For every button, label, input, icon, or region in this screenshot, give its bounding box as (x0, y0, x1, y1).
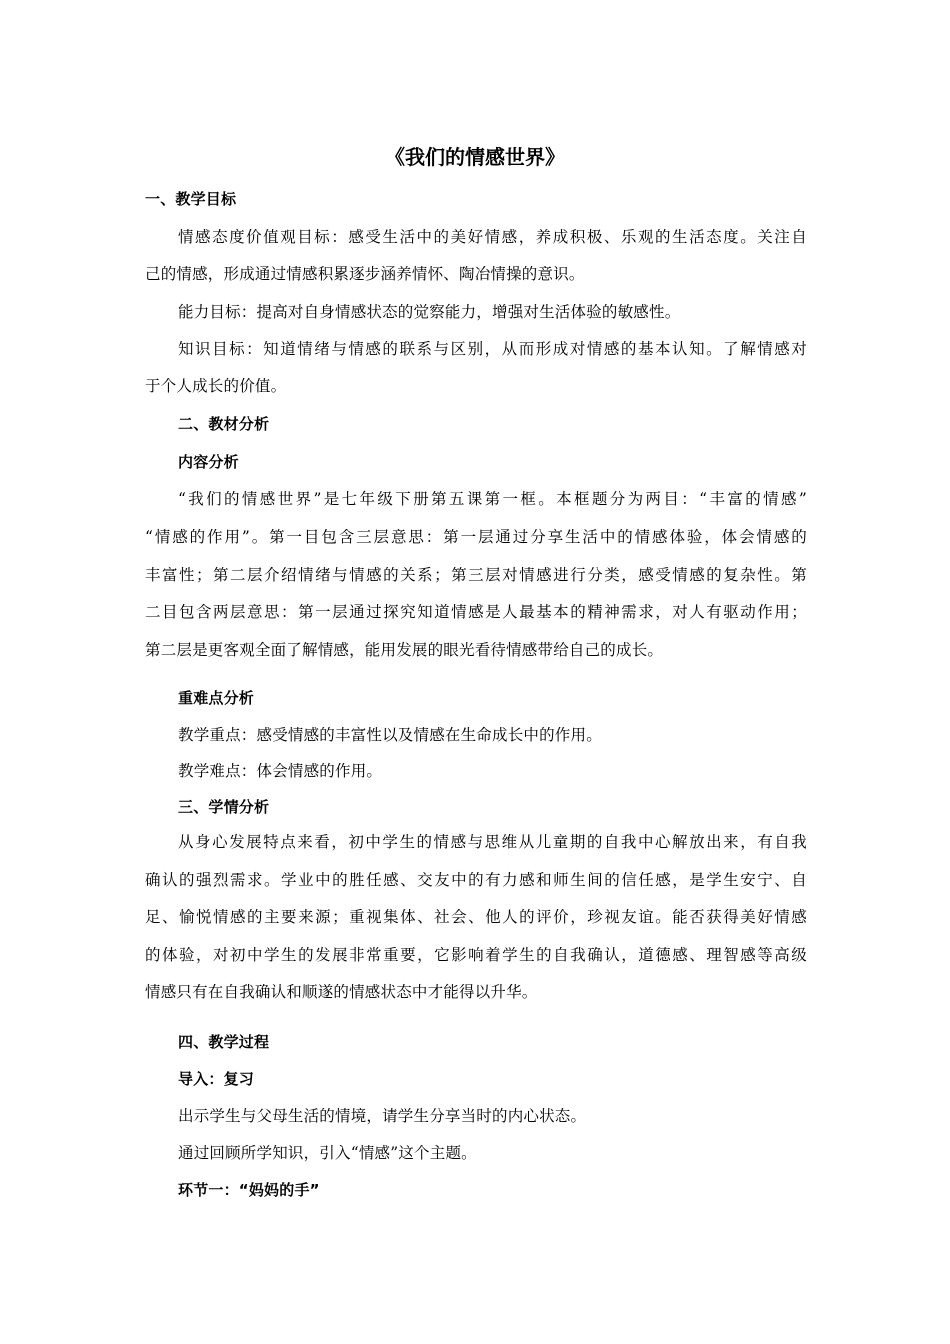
paragraph-line: 能力目标：提高对自身情感状态的觉察能力，增强对生活体验的敏感性。 (178, 303, 681, 321)
paragraph-line: “我们的情感世界”是七年级下册第五课第一框。本框题分为两目：“丰富的情感” (178, 490, 807, 508)
paragraph-line: 教学难点：体会情感的作用。 (178, 762, 383, 780)
paragraph-line: 己的情感，形成通过情感积累逐步涵养情怀、陶冶情操的意识。 (145, 265, 585, 283)
section-heading: 二、教材分析 (178, 415, 270, 433)
section-heading: 四、教学过程 (178, 1033, 270, 1051)
paragraph-line: 情感只有在自我确认和顺遂的情感状态中才能得以升华。 (145, 983, 538, 1001)
paragraph-line: 确认的强烈需求。学业中的胜任感、交友中的有力感和师生间的信任感，是学生安宁、自 (145, 871, 807, 889)
document-title: 《我们的情感世界》 (385, 145, 565, 169)
paragraph-line: 第二层是更客观全面了解情感，能用发展的眼光看待情感带给自己的成长。 (145, 641, 664, 659)
paragraph-line: 知识目标：知道情绪与情感的联系与区别，从而形成对情感的基本认知。了解情感对 (178, 340, 807, 358)
paragraph-line: 于个人成长的价值。 (145, 377, 287, 395)
paragraph-line: 从身心发展特点来看，初中学生的情感与思维从儿童期的自我中心解放出来，有自我 (178, 833, 807, 851)
section-heading: 三、学情分析 (178, 798, 270, 816)
paragraph-line: 的体验，对初中学生的发展非常重要，它影响着学生的自我确认，道德感、理智感等高级 (145, 946, 807, 964)
section-heading: 环节一：“妈妈的手” (178, 1181, 320, 1199)
paragraph-line: 情感态度价值观目标：感受生活中的美好情感，养成积极、乐观的生活态度。关注自 (178, 228, 807, 246)
paragraph-line: 丰富性；第二层介绍情绪与情感的关系；第三层对情感进行分类，感受情感的复杂性。第 (145, 566, 807, 584)
section-heading: 一、教学目标 (145, 190, 237, 208)
section-heading: 导入：复习 (178, 1070, 255, 1088)
paragraph-line: 出示学生与父母生活的情境，请学生分享当时的内心状态。 (178, 1107, 587, 1125)
paragraph-line: “情感的作用”。第一目包含三层意思：第一层通过分享生活中的情感体验，体会情感的 (145, 528, 807, 546)
paragraph-line: 足、愉悦情感的主要来源；重视集体、社会、他人的评价，珍视友谊。能否获得美好情感 (145, 908, 807, 926)
paragraph-line: 二目包含两层意思：第一层通过探究知道情感是人最基本的精神需求，对人有驱动作用； (145, 603, 807, 621)
section-heading: 内容分析 (178, 453, 239, 471)
section-heading: 重难点分析 (178, 689, 255, 707)
paragraph-line: 教学重点：感受情感的丰富性以及情感在生命成长中的作用。 (178, 726, 602, 744)
paragraph-line: 通过回顾所学知识，引入“情感”这个主题。 (178, 1144, 477, 1162)
